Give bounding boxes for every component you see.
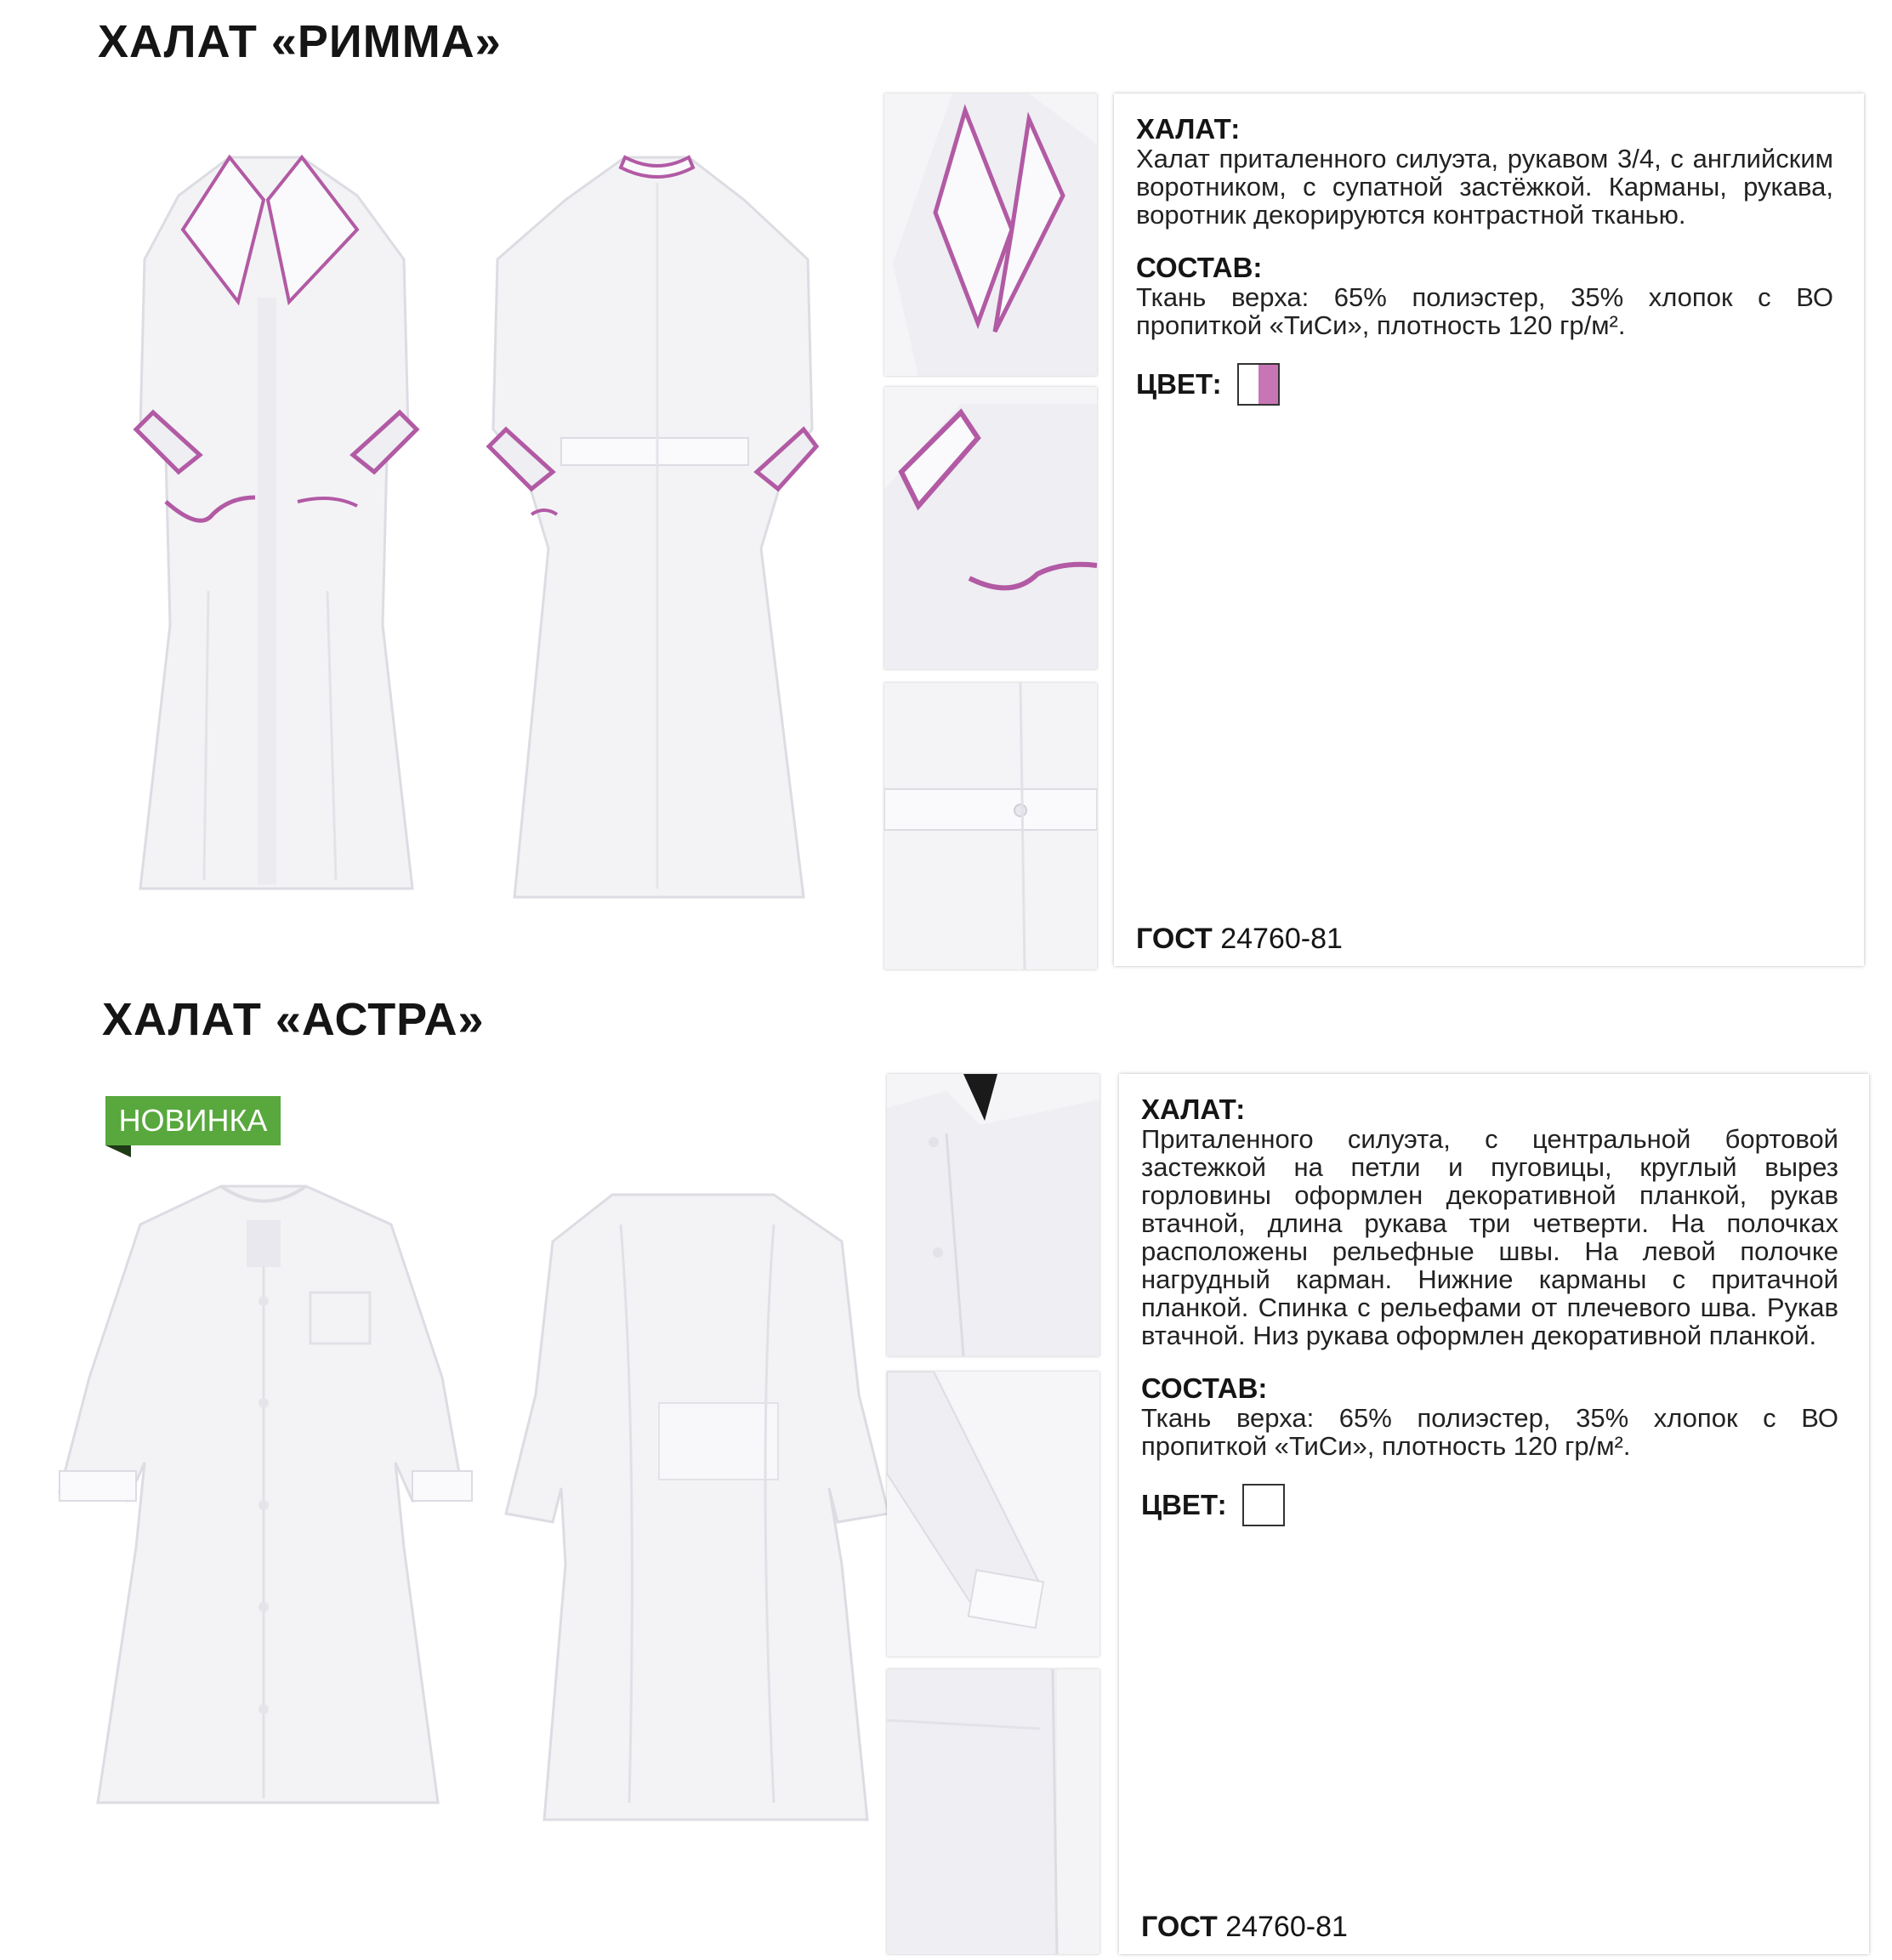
rimma-belt-detail — [884, 683, 1097, 969]
astra-pocket-detail — [887, 1669, 1099, 1954]
product-info-card — [1119, 1074, 1869, 1954]
composition-text: Ткань верха: 65% полиэстер, 35% хлопок с ВО пропиткой «ТиСи», плотность 120 гр/м². — [1141, 1403, 1838, 1461]
composition-label: СОСТАВ: — [1136, 252, 1263, 283]
gost-standard — [1141, 1911, 1348, 1944]
color-label: ЦВЕТ: — [1141, 1489, 1227, 1520]
gost-label: ГОСТ — [1141, 1911, 1218, 1943]
composition-text: Ткань верха: 65% полиэстер, 35% хлопок с ВО пропиткой «ТиСи», плотность 120 гр/м². — [1136, 282, 1833, 340]
new-badge: НОВИНКА — [105, 1096, 281, 1145]
rimma-collar-detail — [884, 94, 1097, 376]
color-swatch-pink — [1258, 365, 1278, 404]
product-title: ХАЛАТ «РИММА» — [98, 16, 502, 67]
gost-number: 24760-81 — [1225, 1911, 1348, 1943]
color-swatch-white — [1244, 1486, 1283, 1525]
composition-label: СОСТАВ: — [1141, 1372, 1268, 1404]
description-text: Халат приталенного силуэта, рукавом 3/4, с английским воротником, с супатной застёжкой. Карманы, рукава, воротник декорируются контрастной тканью. — [1136, 144, 1833, 230]
product-rimma-section — [0, 0, 1892, 978]
astra-front-photo — [55, 1182, 497, 1811]
color-swatch — [1237, 363, 1280, 406]
color-swatch-white — [1239, 365, 1258, 404]
astra-neckline-detail — [887, 1074, 1099, 1356]
product-title: ХАЛАТ «АСТРА» — [102, 994, 485, 1045]
astra-back-photo — [502, 1190, 889, 1828]
description-label: ХАЛАТ: — [1136, 113, 1241, 145]
gost-label: ГОСТ — [1136, 923, 1213, 955]
description-text: Приталенного силуэта, с центральной бортовой застежкой на петли и пуговицы, круглый вырез горловины оформлен декоративной планкой, рукав втачной, длина рукава три четверти. На полочках расположены рельефные швы. На левой полочке нагрудный карман. Нижние карманы с притачной планкой. Спинка с рельефами от плечевого шва. Рукав втачной. Низ рукава оформлен декоративной планкой. — [1141, 1124, 1838, 1350]
product-info-card — [1114, 94, 1864, 966]
badge-tail — [105, 1145, 131, 1157]
color-label: ЦВЕТ: — [1136, 368, 1222, 400]
description-label: ХАЛАТ: — [1141, 1094, 1246, 1125]
astra-sleeve-detail — [887, 1372, 1099, 1656]
product-astra-section — [0, 978, 1892, 1960]
rimma-front-photo — [102, 149, 425, 906]
rimma-back-photo — [480, 149, 821, 914]
gost-standard — [1136, 923, 1343, 956]
color-swatch — [1242, 1484, 1285, 1526]
gost-number: 24760-81 — [1220, 923, 1343, 955]
rimma-sleeve-pocket-detail — [884, 387, 1097, 669]
